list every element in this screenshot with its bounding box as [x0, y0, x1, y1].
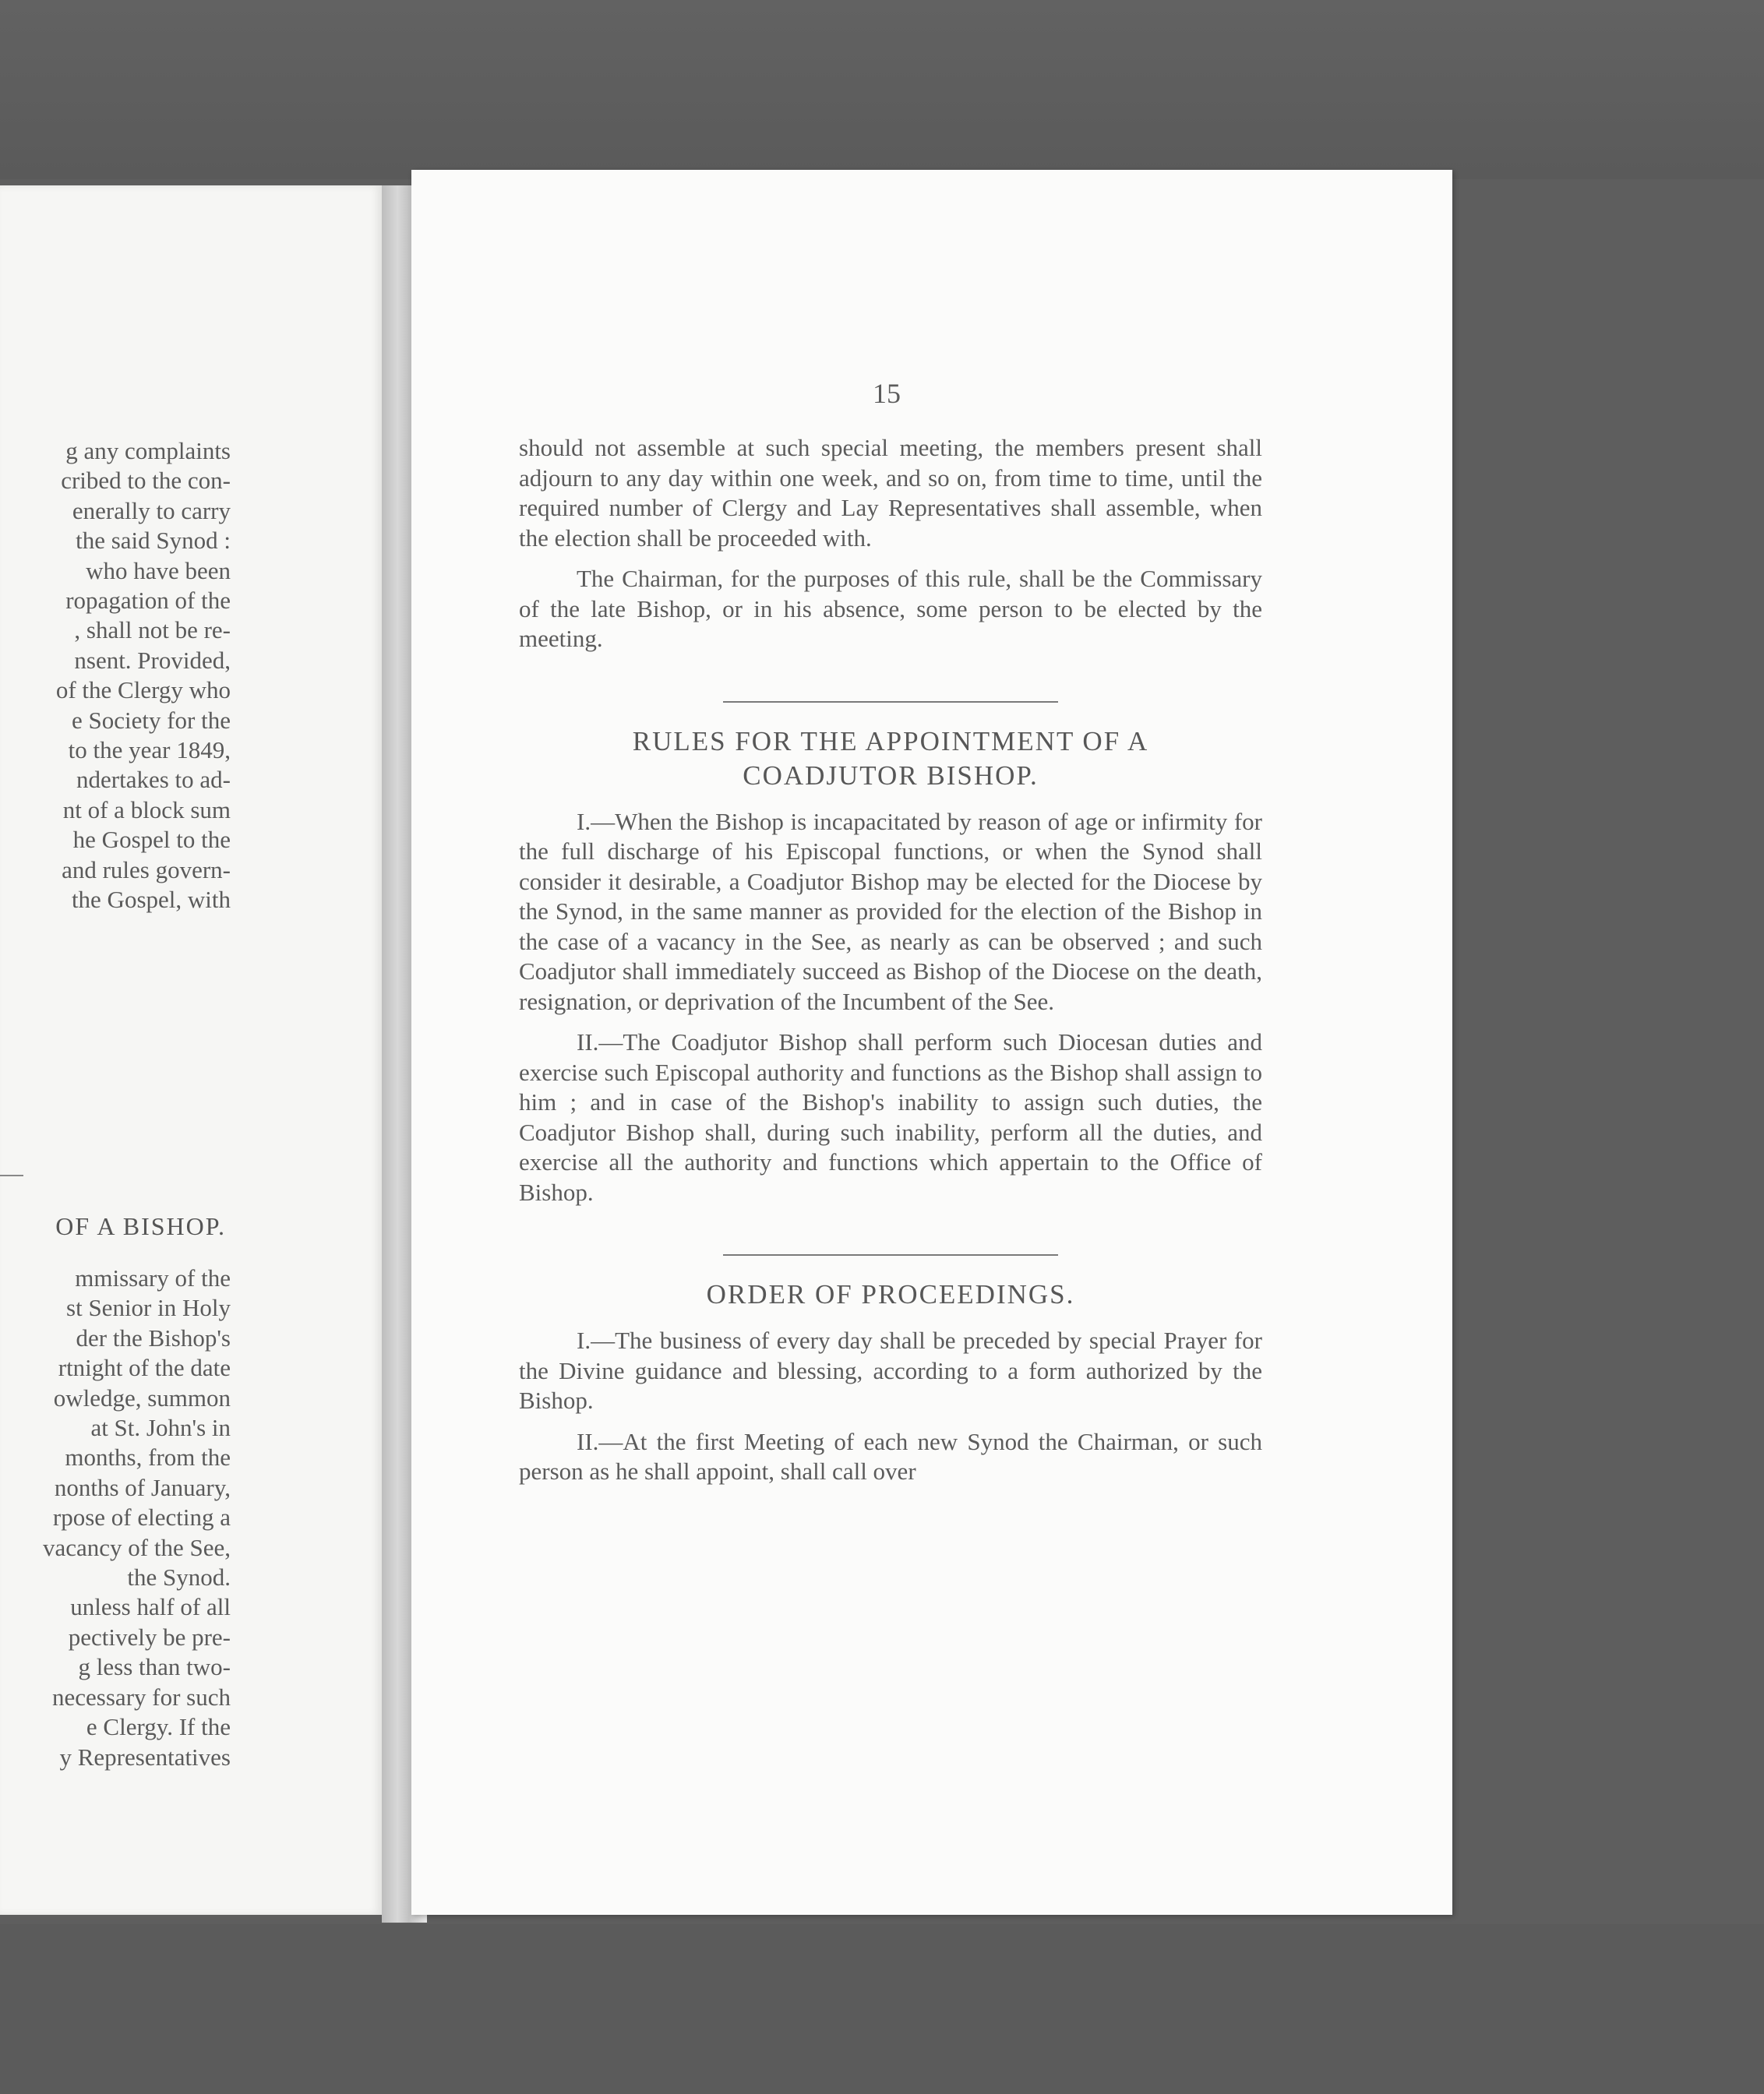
text-line: and rules govern- [62, 855, 231, 883]
rule-paragraph: I.—When the Bishop is incapacitated by reason of age or infirmity for the full discharge of his Episcopal functions, or when the Synod shall consider it desirable, a Coadjutor Bishop may be elected for the Diocese by the Synod, in the same manner as provided for the election of the Bishop in the case of a vacancy in the See, as nearly as can be observed ; and such Coadjutor shall immediately succeed as Bishop of the Diocese on the death, resignation, or deprivation of the Incumbent of the See. [519, 807, 1262, 1015]
text-line: to the year 1849, [68, 736, 231, 764]
text-line: st Senior in Holy [66, 1294, 231, 1322]
left-page-text-top [0, 436, 231, 915]
text-line: g less than two- [78, 1653, 231, 1681]
text-line: the Synod. [127, 1563, 231, 1592]
section-title-proceedings: ORDER OF PROCEEDINGS. [706, 1279, 1075, 1310]
text-line: he Gospel to the [72, 826, 231, 854]
text-line: der the Bishop's [76, 1324, 231, 1352]
text-line: vacancy of the See, [43, 1533, 231, 1561]
continuation-paragraph: should not assemble at such special meeting, the members present shall adjourn to any day within one week, and so on, from time to time, until the required number of Clergy and Lay Representatives shall assemble, when the election shall be proceeded with. [519, 434, 1262, 552]
text-line: nonths of January, [54, 1473, 231, 1501]
text-line: unless half of all [70, 1593, 231, 1621]
rule-paragraph: I.—The business of every day shall be preceded by special Prayer for the Divine guidance and blessing, according to a form authorized by the Bishop. [519, 1327, 1262, 1414]
left-page [0, 185, 382, 1915]
text-line: cribed to the con- [61, 467, 231, 495]
text-line: enerally to carry [72, 496, 231, 524]
text-line: g any complaints [65, 437, 231, 464]
right-page-body [519, 433, 1262, 1487]
text-line: , shall not be re- [74, 616, 231, 644]
text-line: nt of a block sum [62, 795, 231, 823]
text-line: mmissary of the [75, 1264, 231, 1292]
text-line: the said Synod : [76, 527, 231, 555]
chairman-paragraph: The Chairman, for the purposes of this rule, shall be the Commissary of the late Bishop, or in his absence, some person to be elected by the meeting. [519, 565, 1262, 652]
text-line: of the Clergy who [55, 676, 231, 704]
page-number: 15 [873, 378, 901, 409]
section-divider [723, 1254, 1058, 1256]
text-line: e Clergy. If the [86, 1713, 231, 1741]
left-page-text-bottom [0, 1264, 231, 1772]
text-line: pectively be pre- [68, 1623, 231, 1651]
scan-background-bottom [0, 1924, 1764, 2094]
text-line: e Society for the [71, 706, 231, 734]
text-line: nsent. Provided, [74, 646, 231, 674]
section-divider [0, 1175, 23, 1176]
scan-background [0, 0, 1764, 179]
text-line: rpose of electing a [52, 1504, 231, 1532]
text-line: y Representatives [59, 1743, 231, 1771]
section-title-line: COADJUTOR BISHOP. [743, 760, 1039, 791]
left-section-heading: OF A BISHOP. [55, 1212, 226, 1240]
rule-paragraph: II.—The Coadjutor Bishop shall perform such Diocesan duties and exercise such Episcopal authority and functions as the Bishop shall assign to him ; and in case of the Bishop's inability to assign such duties, the Coadjutor Bishop shall, during such inability, perform all the duties, and exercise all the authority and functions which appertain to the Office of Bishop. [519, 1028, 1262, 1206]
text-line: who have been [86, 556, 231, 584]
section-title-line: RULES FOR THE APPOINTMENT OF A [632, 725, 1149, 756]
text-line: ropagation of the [65, 587, 231, 615]
text-line: the Gospel, with [71, 886, 231, 914]
rule-paragraph: II.—At the first Meeting of each new Synod the Chairman, or such person as he shall appoint, shall call over [519, 1427, 1262, 1485]
text-line: ndertakes to ad- [76, 766, 231, 794]
text-line: rtnight of the date [58, 1354, 231, 1382]
text-line: necessary for such [52, 1683, 231, 1711]
text-line: months, from the [65, 1444, 231, 1472]
text-line: at St. John's in [90, 1414, 231, 1442]
section-title-coadjutor [519, 724, 1262, 793]
section-divider [723, 701, 1058, 703]
text-line: owledge, summon [53, 1384, 231, 1412]
